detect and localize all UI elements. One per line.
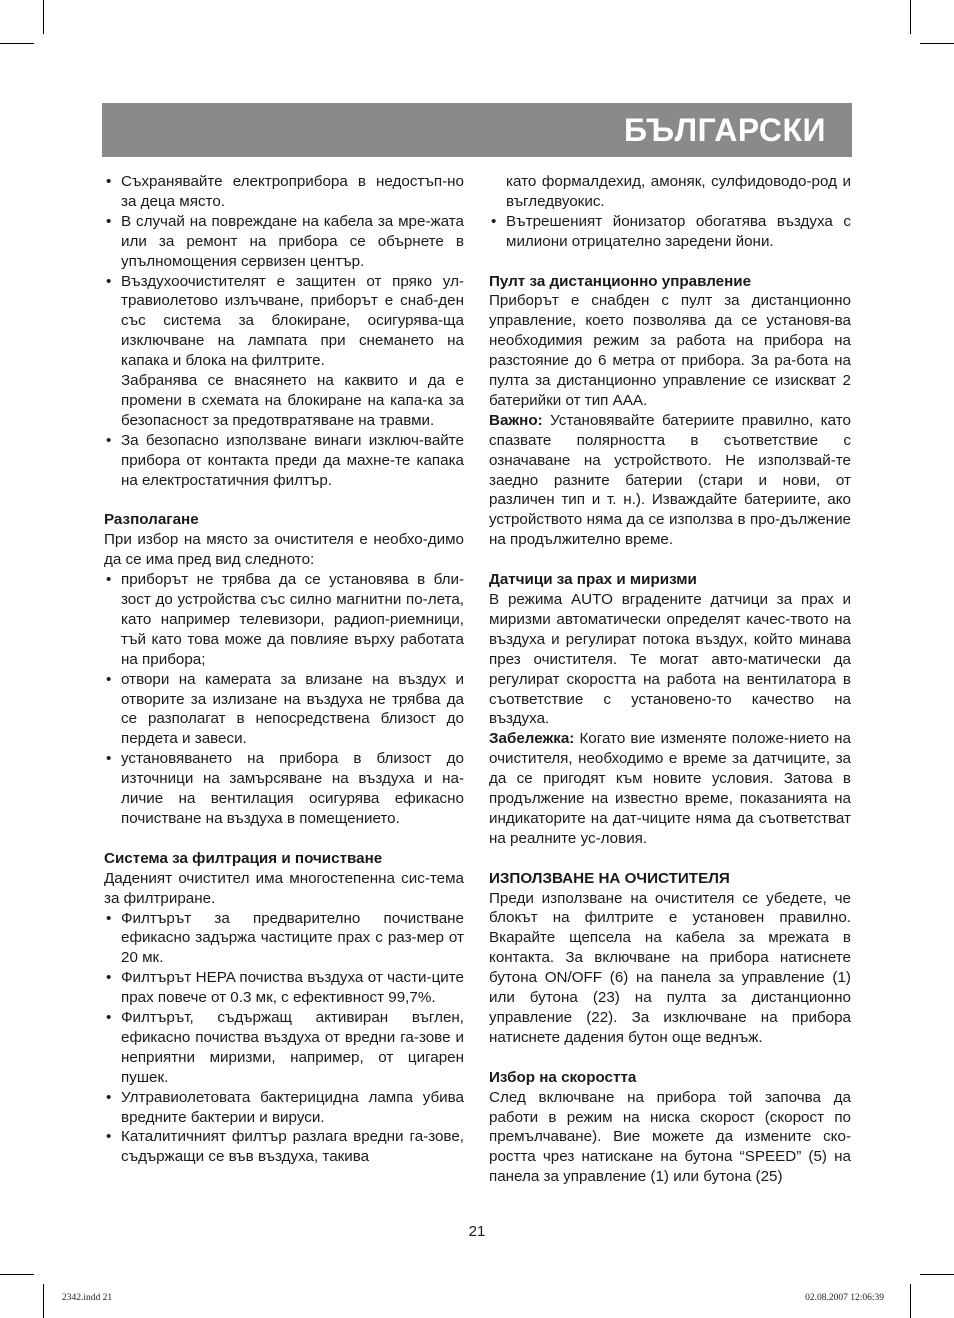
list-item: • Филтърът HEPA почиства въздуха от части-ците прах повече от 0.3 мк, с ефективност 99,7%. [106, 969, 464, 1007]
right-column [489, 172, 851, 1187]
paragraph: Важно: Установявайте батериите правилно, като спазвате полярността в съответствие с означаване на устройството. Не използвай-те заедно разните батерии (стари и нови, от различен тип и т. н.). Изваждайте батериите, ако устройството няма да се използва в про-дължение на продължително време. [489, 411, 851, 549]
section-heading: Датчици за прах и миризми [489, 571, 697, 589]
paragraph: Приборът е снабден с пулт за дистанционно управление, което позволява да се установя-ва необходимия режим за работа на прибора на разстояние до 6 метра от прибора. За ра-бота на пулта за дистанционно управление се изискват 2 батерийки от тип AAA. [489, 292, 851, 409]
timestamp-slug: 02.08.2007 12:06:39 [805, 1293, 884, 1303]
list-item: • Ултравиолетовата бактерицидна лампа убива вредните бактерии и вируси. [106, 1088, 464, 1126]
note-label: Забележка: [489, 730, 575, 748]
list-item: • Филтърът за предварително почистване ефикасно задържа частиците прах с раз-мер от 20 мк. [106, 909, 464, 967]
section-heading: Разполагане [104, 511, 199, 529]
paragraph: В режима AUTO вградените датчици за прах и миризми автоматически определят качес-твото на въздуха и регулират потока въздух, който минава през очистителя. Те могат авто-матически да регулират скоростта на работа на вентилатора в съответствие с установено-то качество на въздуха. [489, 591, 851, 728]
crop-mark [910, 0, 911, 34]
bullet: • [491, 212, 497, 230]
bullet: • [106, 431, 112, 449]
list-item: • Съхранявайте електроприбора в недостъп-но за деца място. [106, 173, 464, 210]
language-header-bar [102, 103, 852, 157]
bullet: • [106, 909, 112, 927]
crop-mark [43, 0, 44, 34]
file-slug: 2342.indd 21 [62, 1293, 113, 1303]
section-heading: Пулт за дистанционно управление [489, 272, 752, 290]
bullet: • [106, 670, 112, 688]
crop-mark [43, 1284, 44, 1318]
paragraph: Преди използване на очистителя се убедете, че блокът на филтрите е установен правилно. Вкарайте щепсела на кабела за мрежата в контакта. За включване на прибора натиснете бутона ON/OFF (6) на панела за управление (1) или бутона (23) на пулта за дистанционно управление (22). За изключване на прибора натиснете дадения бутон още веднъж. [489, 889, 851, 1046]
bullet: • [106, 1009, 112, 1027]
crop-mark [0, 43, 34, 44]
list-item: • За безопасно използване винаги изключ-вайте прибора от контакта преди да махне-те капака на електростатичния филтър. [106, 431, 464, 489]
list-item: • установяването на прибора в близост до източници на замърсяване на въздуха и на-личие на вентилация осигурява ефикасно почистване на въздуха в помещението. [106, 750, 464, 827]
page-number: 21 [468, 1223, 486, 1240]
crop-mark [920, 1274, 954, 1275]
bullet: • [106, 969, 112, 987]
bullet: • [106, 1088, 112, 1106]
crop-mark [910, 1284, 911, 1318]
bullet: • [106, 750, 112, 768]
list-item: • Въздухоочистителят е защитен от пряко ул-травиолетово излъчване, приборът е снаб-ден със система за блокиране, осигурява-ща изключване на лампата при снемането на капака и блока на филтрите. [106, 272, 464, 370]
list-item-continuation: като формалдехид, амоняк, сулфидоводо-род и въгледвуокис. [506, 173, 851, 210]
list-item: • Каталитичният филтър разлага вредни га-зове, съдържащи се във въздуха, такива [106, 1128, 464, 1166]
list-item: • В случай на повреждане на кабела за мре-жата или за ремонт на прибора се обърнете в упълномощения сервизен център. [106, 212, 464, 270]
crop-mark [920, 43, 954, 44]
bullet: • [106, 212, 112, 230]
section-heading: ИЗПОЛЗВАНЕ НА ОЧИСТИТЕЛЯ [489, 869, 730, 887]
paragraph: Даденият очистител има многостепенна сис-тема за филтриране. [104, 869, 464, 907]
bullet: • [106, 571, 112, 589]
section-heading: Избор на скоростта [489, 1068, 637, 1086]
paragraph: След включване на прибора той започва да работи в режим на ниска скорост (скорост по премълчаване). Вие можете да измените ско-ростта чрез натискане на бутона “SPEED” (5) на панела за управление (1) или бутона (25) [489, 1088, 851, 1186]
list-item: • приборът не трябва да се установява в бли-зост до устройства със силно магнитни по-лета, като например телевизори, радиоп-риемници, тъй като това може да повлияе върху работата на прибора; [106, 571, 464, 668]
section-heading: Система за филтрация и почистване [104, 849, 383, 867]
important-label: Важно: [489, 411, 543, 429]
left-column [104, 172, 464, 1167]
paragraph: При избор на място за очистителя е необхо-димо да се има пред вид следното: [104, 531, 464, 569]
bullet: • [106, 1128, 112, 1146]
list-item-continuation: Забранява се внасянето на каквито и да е промени в схемата на блокиране на капа-ка за безопасност за предотвратяване на травми. [121, 372, 464, 429]
crop-mark [0, 1274, 34, 1275]
list-item: • Филтърът, съдържащ активиран въглен, ефикасно почиства въздуха от вредни га-зове и неприятни миризми, например, от цигарен пушек. [106, 1009, 464, 1086]
list-item: • Вътрешеният йонизатор обогатява въздуха с милиони отрицателно заредени йони. [491, 212, 851, 250]
paragraph: Забележка: Когато вие изменяте положе-нието на очистителя, необходимо е време за датчиците, за да се пригодят към новите условия. Затова в продължение на известно време, показанията на индикаторите на дат-чиците няма да съответстват на реалните ус-ловия. [489, 730, 851, 847]
bullet: • [106, 173, 112, 190]
page-title: БЪЛГАРСКИ [624, 112, 826, 148]
bullet: • [106, 272, 112, 290]
list-item: • отвори на камерата за влизане на въздух и отворите за излизане на въздуха не трябва да се разполагат в непосредствена близост до пердета и завеси. [106, 670, 464, 748]
